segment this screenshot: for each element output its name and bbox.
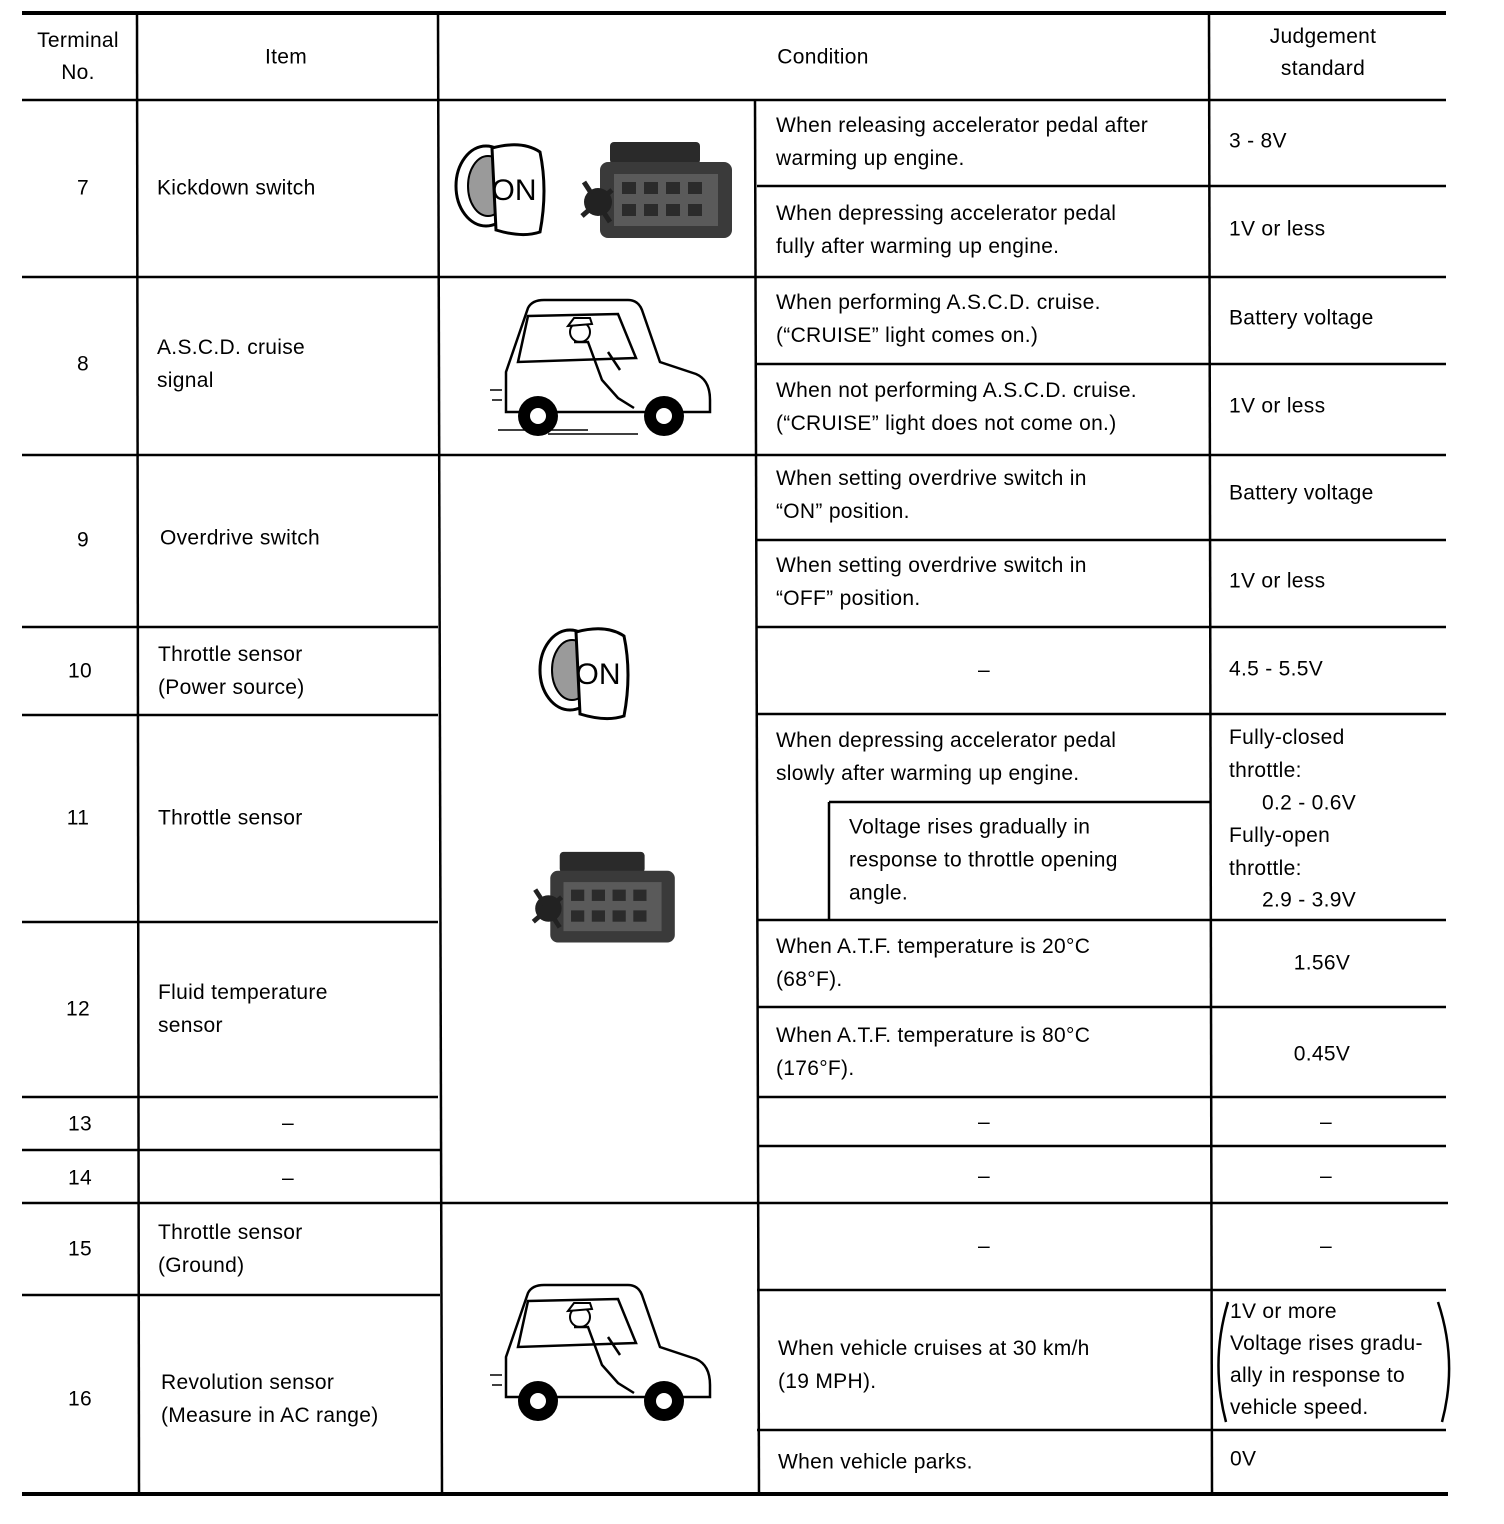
terminal-11: 11 [66,806,90,830]
cond-11: When depressing accelerator pedal slowly after warming up engine. [776,729,1117,785]
judge-7b: 1V or less [1229,217,1326,241]
item-8: A.S.C.D. cruise signal [157,336,306,392]
cond-16b: When vehicle parks. [778,1450,973,1474]
judge-14: – [1320,1164,1332,1188]
cond-9b: When setting overdrive switch in “OFF” position. [776,554,1087,610]
item-10: Throttle sensor (Power source) [158,643,305,699]
svg-text:ON: ON [575,658,621,691]
header-item: Item [264,45,308,69]
svg-text:ON: ON [491,174,537,207]
terminal-7: 7 [77,176,89,200]
cond-7a: When releasing accelerator pedal after warming up engine. [776,114,1149,170]
judge-11-open-value: 2.9 - 3.9V [1262,888,1357,912]
judge-11-closed-value: 0.2 - 0.6V [1262,791,1357,815]
cond-10: – [978,658,990,682]
judge-10: 4.5 - 5.5V [1229,657,1324,681]
item-11: Throttle sensor [158,806,303,830]
header-condition: Condition [777,45,869,69]
judge-12a: 1.56V [1293,951,1351,975]
ignition-key-on-icon-2 [536,614,636,726]
item-16: Revolution sensor (Measure in AC range) [161,1371,379,1427]
cond-16a: When vehicle cruises at 30 km/h (19 MPH). [778,1337,1090,1393]
terminal-14: 14 [68,1166,92,1190]
judge-8a: Battery voltage [1229,306,1374,330]
item-14: – [282,1166,294,1190]
terminal-13: 13 [68,1112,92,1136]
terminal-16: 16 [68,1387,92,1411]
header-judgement: Judgement standard [1269,25,1377,80]
cond-15: – [978,1234,990,1258]
item-13: – [282,1111,294,1135]
note-11: Voltage rises gradually in response to throttle opening angle. [849,815,1118,905]
engine-icon [580,140,736,246]
terminal-8: 8 [77,352,89,376]
judge-15: – [1320,1234,1332,1258]
driver-car-icon [488,290,718,440]
cond-12a: When A.T.F. temperature is 20°C (68°F). [776,935,1091,991]
engine-icon-2 [530,850,680,950]
judge-11-closed-label: Fully-closed throttle: [1229,726,1345,782]
item-15: Throttle sensor (Ground) [158,1221,303,1277]
judge-7a: 3 - 8V [1229,129,1287,153]
cond-8a: When performing A.S.C.D. cruise. (“CRUISE” light comes on.) [776,291,1101,347]
terminal-10: 10 [68,659,92,683]
judge-9b: 1V or less [1229,569,1326,593]
header-terminal-no: Terminal No. [37,29,119,84]
terminal-9: 9 [77,528,89,552]
cond-9a: When setting overdrive switch in “ON” position. [776,467,1087,523]
judge-16a: 1V or more Voltage rises gradu- ally in response to vehicle speed. [1230,1300,1423,1419]
judge-8b: 1V or less [1229,394,1326,418]
judge-13: – [1320,1110,1332,1134]
judge-11-open-label: Fully-open throttle: [1229,824,1331,880]
item-9: Overdrive switch [160,526,321,550]
driver-car-icon-2 [488,1275,718,1425]
judge-9a: Battery voltage [1229,481,1374,505]
cond-14: – [978,1164,990,1188]
item-12: Fluid temperature sensor [158,981,328,1037]
judge-12b: 0.45V [1293,1042,1351,1066]
cond-12b: When A.T.F. temperature is 80°C (176°F). [776,1024,1091,1080]
cond-8b: When not performing A.S.C.D. cruise. (“CRUISE” light does not come on.) [776,379,1137,435]
terminal-15: 15 [68,1237,92,1261]
terminal-12: 12 [66,997,90,1021]
cond-7b: When depressing accelerator pedal fully after warming up engine. [776,202,1117,258]
item-7: Kickdown switch [157,176,316,200]
ignition-key-on-icon [452,130,552,242]
judge-16b: 0V [1230,1447,1257,1471]
cond-13: – [978,1110,990,1134]
